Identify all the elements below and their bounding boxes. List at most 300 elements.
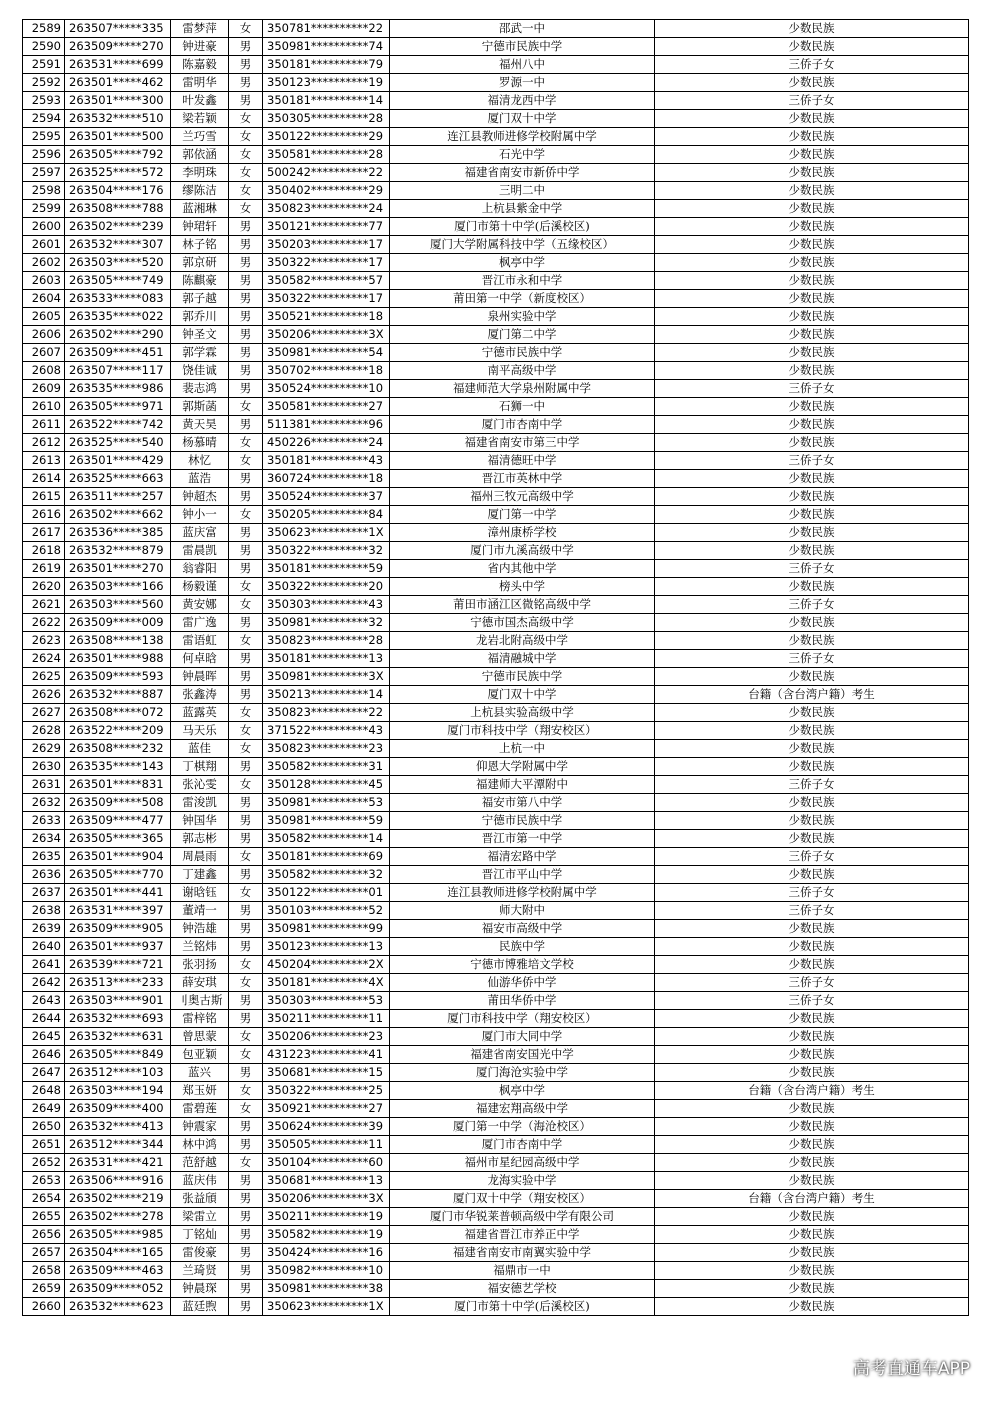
name-cell: 梁若颖 bbox=[171, 110, 229, 128]
exam-number-cell: 263522*****209 bbox=[65, 722, 171, 740]
table-row bbox=[23, 740, 969, 758]
gender-cell: 女 bbox=[229, 434, 263, 452]
table-row bbox=[23, 1136, 969, 1154]
id-number-cell: 350181**********14 bbox=[263, 92, 390, 110]
row-number-cell: 2621 bbox=[23, 596, 65, 614]
row-number-cell: 2631 bbox=[23, 776, 65, 794]
category-cell: 少数民族 bbox=[655, 182, 969, 200]
exam-number-cell: 263532*****693 bbox=[65, 1010, 171, 1028]
school-cell: 厦门第二中学 bbox=[390, 326, 655, 344]
school-cell: 福州三牧元高级中学 bbox=[390, 488, 655, 506]
school-cell: 晋江市第一中学 bbox=[390, 830, 655, 848]
gender-cell: 女 bbox=[229, 956, 263, 974]
row-number-cell: 2589 bbox=[23, 20, 65, 38]
gender-cell: 男 bbox=[229, 416, 263, 434]
category-cell: 少数民族 bbox=[655, 290, 969, 308]
name-cell: 雷俊豪 bbox=[171, 1244, 229, 1262]
school-cell: 上杭县紫金中学 bbox=[390, 200, 655, 218]
row-number-cell: 2628 bbox=[23, 722, 65, 740]
table-row bbox=[23, 254, 969, 272]
row-number-cell: 2640 bbox=[23, 938, 65, 956]
category-cell: 少数民族 bbox=[655, 1100, 969, 1118]
exam-number-cell: 263505*****792 bbox=[65, 146, 171, 164]
gender-cell: 女 bbox=[229, 182, 263, 200]
category-cell: 台籍（含台湾户籍）考生 bbox=[655, 686, 969, 704]
id-number-cell: 350322**********17 bbox=[263, 290, 390, 308]
name-cell: 包亚颖 bbox=[171, 1046, 229, 1064]
category-cell: 少数民族 bbox=[655, 614, 969, 632]
gender-cell: 女 bbox=[229, 110, 263, 128]
id-number-cell: 350121**********77 bbox=[263, 218, 390, 236]
row-number-cell: 2638 bbox=[23, 902, 65, 920]
id-number-cell: 350823**********22 bbox=[263, 704, 390, 722]
exam-number-cell: 263505*****971 bbox=[65, 398, 171, 416]
id-number-cell: 350581**********28 bbox=[263, 146, 390, 164]
row-number-cell: 2617 bbox=[23, 524, 65, 542]
id-number-cell: 350624**********39 bbox=[263, 1118, 390, 1136]
exam-number-cell: 263532*****887 bbox=[65, 686, 171, 704]
table-row bbox=[23, 758, 969, 776]
exam-number-cell: 263532*****623 bbox=[65, 1298, 171, 1316]
row-number-cell: 2642 bbox=[23, 974, 65, 992]
school-cell: 福建省晋江市养正中学 bbox=[390, 1226, 655, 1244]
category-cell: 少数民族 bbox=[655, 74, 969, 92]
category-cell: 少数民族 bbox=[655, 1118, 969, 1136]
roster-sheet bbox=[22, 19, 968, 1316]
exam-number-cell: 263503*****901 bbox=[65, 992, 171, 1010]
category-cell: 少数民族 bbox=[655, 956, 969, 974]
row-number-cell: 2620 bbox=[23, 578, 65, 596]
exam-number-cell: 263539*****721 bbox=[65, 956, 171, 974]
row-number-cell: 2622 bbox=[23, 614, 65, 632]
gender-cell: 男 bbox=[229, 542, 263, 560]
exam-number-cell: 263509*****270 bbox=[65, 38, 171, 56]
school-cell: 厦门大学附属科技中学（五缘校区） bbox=[390, 236, 655, 254]
row-number-cell: 2593 bbox=[23, 92, 65, 110]
exam-number-cell: 263502*****278 bbox=[65, 1208, 171, 1226]
gender-cell: 男 bbox=[229, 1262, 263, 1280]
gender-cell: 男 bbox=[229, 92, 263, 110]
table-row bbox=[23, 290, 969, 308]
row-number-cell: 2648 bbox=[23, 1082, 65, 1100]
gender-cell: 男 bbox=[229, 614, 263, 632]
exam-number-cell: 263509*****052 bbox=[65, 1280, 171, 1298]
id-number-cell: 350322**********25 bbox=[263, 1082, 390, 1100]
category-cell: 少数民族 bbox=[655, 524, 969, 542]
school-cell: 福安德艺学校 bbox=[390, 1280, 655, 1298]
gender-cell: 女 bbox=[229, 1028, 263, 1046]
category-cell: 三侨子女 bbox=[655, 650, 969, 668]
name-cell: 丁棋翔 bbox=[171, 758, 229, 776]
exam-number-cell: 263512*****103 bbox=[65, 1064, 171, 1082]
row-number-cell: 2598 bbox=[23, 182, 65, 200]
exam-number-cell: 263532*****307 bbox=[65, 236, 171, 254]
id-number-cell: 350211**********19 bbox=[263, 1208, 390, 1226]
gender-cell: 男 bbox=[229, 380, 263, 398]
exam-number-cell: 263509*****593 bbox=[65, 668, 171, 686]
exam-number-cell: 263508*****232 bbox=[65, 740, 171, 758]
exam-number-cell: 263511*****257 bbox=[65, 488, 171, 506]
id-number-cell: 350981**********54 bbox=[263, 344, 390, 362]
category-cell: 三侨子女 bbox=[655, 56, 969, 74]
table-row bbox=[23, 650, 969, 668]
gender-cell: 女 bbox=[229, 848, 263, 866]
gender-cell: 男 bbox=[229, 290, 263, 308]
school-cell: 福清龙西中学 bbox=[390, 92, 655, 110]
row-number-cell: 2627 bbox=[23, 704, 65, 722]
table-row bbox=[23, 974, 969, 992]
name-cell: 钟进豪 bbox=[171, 38, 229, 56]
school-cell: 厦门双十中学 bbox=[390, 110, 655, 128]
table-row bbox=[23, 668, 969, 686]
category-cell: 三侨子女 bbox=[655, 902, 969, 920]
table-row bbox=[23, 272, 969, 290]
school-cell: 晋江市平山中学 bbox=[390, 866, 655, 884]
school-cell: 师大附中 bbox=[390, 902, 655, 920]
school-cell: 宁德市民族中学 bbox=[390, 668, 655, 686]
exam-number-cell: 263501*****988 bbox=[65, 650, 171, 668]
row-number-cell: 2607 bbox=[23, 344, 65, 362]
row-number-cell: 2618 bbox=[23, 542, 65, 560]
category-cell: 少数民族 bbox=[655, 272, 969, 290]
gender-cell: 男 bbox=[229, 794, 263, 812]
category-cell: 少数民族 bbox=[655, 1064, 969, 1082]
school-cell: 石狮一中 bbox=[390, 398, 655, 416]
category-cell: 少数民族 bbox=[655, 308, 969, 326]
gender-cell: 女 bbox=[229, 776, 263, 794]
exam-number-cell: 263508*****138 bbox=[65, 632, 171, 650]
name-cell: 饶佳诚 bbox=[171, 362, 229, 380]
exam-number-cell: 263536*****385 bbox=[65, 524, 171, 542]
gender-cell: 男 bbox=[229, 686, 263, 704]
row-number-cell: 2613 bbox=[23, 452, 65, 470]
table-row bbox=[23, 1298, 969, 1316]
school-cell: 厦门市杏南中学 bbox=[390, 416, 655, 434]
school-cell: 宁德市民族中学 bbox=[390, 38, 655, 56]
name-cell: 钟晨晖 bbox=[171, 668, 229, 686]
id-number-cell: 350681**********15 bbox=[263, 1064, 390, 1082]
category-cell: 少数民族 bbox=[655, 506, 969, 524]
gender-cell: 女 bbox=[229, 452, 263, 470]
row-number-cell: 2590 bbox=[23, 38, 65, 56]
exam-number-cell: 263532*****510 bbox=[65, 110, 171, 128]
table-row bbox=[23, 1244, 969, 1262]
id-number-cell: 350582**********57 bbox=[263, 272, 390, 290]
row-number-cell: 2657 bbox=[23, 1244, 65, 1262]
name-cell: 张沁雯 bbox=[171, 776, 229, 794]
school-cell: 福建省南安市南翼实验中学 bbox=[390, 1244, 655, 1262]
id-number-cell: 350206**********23 bbox=[263, 1028, 390, 1046]
id-number-cell: 350181**********43 bbox=[263, 452, 390, 470]
exam-number-cell: 263525*****663 bbox=[65, 470, 171, 488]
row-number-cell: 2655 bbox=[23, 1208, 65, 1226]
row-number-cell: 2658 bbox=[23, 1262, 65, 1280]
school-cell: 上杭县实验高级中学 bbox=[390, 704, 655, 722]
category-cell: 少数民族 bbox=[655, 488, 969, 506]
table-row bbox=[23, 686, 969, 704]
table-row bbox=[23, 1028, 969, 1046]
row-number-cell: 2616 bbox=[23, 506, 65, 524]
table-row bbox=[23, 830, 969, 848]
row-number-cell: 2605 bbox=[23, 308, 65, 326]
school-cell: 连江县教师进修学校附属中学 bbox=[390, 884, 655, 902]
id-number-cell: 350521**********18 bbox=[263, 308, 390, 326]
name-cell: 蓝佳 bbox=[171, 740, 229, 758]
row-number-cell: 2626 bbox=[23, 686, 65, 704]
name-cell: 叶发鑫 bbox=[171, 92, 229, 110]
id-number-cell: 350981**********59 bbox=[263, 812, 390, 830]
table-row bbox=[23, 1280, 969, 1298]
exam-number-cell: 263509*****905 bbox=[65, 920, 171, 938]
category-cell: 少数民族 bbox=[655, 1172, 969, 1190]
exam-number-cell: 263505*****770 bbox=[65, 866, 171, 884]
category-cell: 少数民族 bbox=[655, 1136, 969, 1154]
table-row bbox=[23, 542, 969, 560]
name-cell: 黄安娜 bbox=[171, 596, 229, 614]
exam-number-cell: 263532*****413 bbox=[65, 1118, 171, 1136]
table-row bbox=[23, 1208, 969, 1226]
id-number-cell: 350322**********20 bbox=[263, 578, 390, 596]
exam-number-cell: 263508*****072 bbox=[65, 704, 171, 722]
row-number-cell: 2612 bbox=[23, 434, 65, 452]
row-number-cell: 2649 bbox=[23, 1100, 65, 1118]
table-row bbox=[23, 578, 969, 596]
row-number-cell: 2611 bbox=[23, 416, 65, 434]
table-row bbox=[23, 704, 969, 722]
category-cell: 少数民族 bbox=[655, 812, 969, 830]
row-number-cell: 2592 bbox=[23, 74, 65, 92]
name-cell: 雷广逸 bbox=[171, 614, 229, 632]
name-cell: 陈嘉毅 bbox=[171, 56, 229, 74]
school-cell: 厦门市科技中学（翔安校区） bbox=[390, 722, 655, 740]
name-cell: 张羽扬 bbox=[171, 956, 229, 974]
row-number-cell: 2654 bbox=[23, 1190, 65, 1208]
exam-number-cell: 263509*****451 bbox=[65, 344, 171, 362]
exam-number-cell: 263531*****397 bbox=[65, 902, 171, 920]
category-cell: 少数民族 bbox=[655, 794, 969, 812]
exam-number-cell: 263532*****879 bbox=[65, 542, 171, 560]
table-row bbox=[23, 470, 969, 488]
id-number-cell: 350981**********74 bbox=[263, 38, 390, 56]
category-cell: 少数民族 bbox=[655, 938, 969, 956]
category-cell: 三侨子女 bbox=[655, 596, 969, 614]
exam-number-cell: 263501*****441 bbox=[65, 884, 171, 902]
category-cell: 少数民族 bbox=[655, 722, 969, 740]
id-number-cell: 350982**********10 bbox=[263, 1262, 390, 1280]
table-row bbox=[23, 596, 969, 614]
row-number-cell: 2614 bbox=[23, 470, 65, 488]
id-number-cell: 350702**********18 bbox=[263, 362, 390, 380]
school-cell: 南平高级中学 bbox=[390, 362, 655, 380]
gender-cell: 男 bbox=[229, 866, 263, 884]
exam-number-cell: 263502*****239 bbox=[65, 218, 171, 236]
table-row bbox=[23, 38, 969, 56]
name-cell: 曾思蒙 bbox=[171, 1028, 229, 1046]
row-number-cell: 2606 bbox=[23, 326, 65, 344]
name-cell: 钟圣文 bbox=[171, 326, 229, 344]
gender-cell: 女 bbox=[229, 20, 263, 38]
table-row bbox=[23, 524, 969, 542]
id-number-cell: 350205**********84 bbox=[263, 506, 390, 524]
category-cell: 三侨子女 bbox=[655, 92, 969, 110]
school-cell: 龙海实验中学 bbox=[390, 1172, 655, 1190]
row-number-cell: 2603 bbox=[23, 272, 65, 290]
id-number-cell: 350122**********01 bbox=[263, 884, 390, 902]
name-cell: 周晨雨 bbox=[171, 848, 229, 866]
school-cell: 厦门双十中学（翔安校区） bbox=[390, 1190, 655, 1208]
table-row bbox=[23, 146, 969, 164]
table-row bbox=[23, 362, 969, 380]
row-number-cell: 2609 bbox=[23, 380, 65, 398]
exam-number-cell: 263501*****462 bbox=[65, 74, 171, 92]
id-number-cell: 350123**********19 bbox=[263, 74, 390, 92]
category-cell: 少数民族 bbox=[655, 38, 969, 56]
name-cell: 缪陈洁 bbox=[171, 182, 229, 200]
name-cell: 雷浚凯 bbox=[171, 794, 229, 812]
table-row bbox=[23, 164, 969, 182]
name-cell: 雷语虹 bbox=[171, 632, 229, 650]
gender-cell: 女 bbox=[229, 146, 263, 164]
name-cell: 兰铭炜 bbox=[171, 938, 229, 956]
gender-cell: 男 bbox=[229, 1118, 263, 1136]
school-cell: 漳州康桥学校 bbox=[390, 524, 655, 542]
name-cell: 陈麒豪 bbox=[171, 272, 229, 290]
row-number-cell: 2650 bbox=[23, 1118, 65, 1136]
id-number-cell: 350303**********53 bbox=[263, 992, 390, 1010]
school-cell: 莆田市涵江区微铭高级中学 bbox=[390, 596, 655, 614]
exam-number-cell: 263507*****117 bbox=[65, 362, 171, 380]
exam-number-cell: 263509*****508 bbox=[65, 794, 171, 812]
exam-number-cell: 263505*****749 bbox=[65, 272, 171, 290]
exam-number-cell: 263535*****022 bbox=[65, 308, 171, 326]
table-row bbox=[23, 632, 969, 650]
row-number-cell: 2630 bbox=[23, 758, 65, 776]
gender-cell: 女 bbox=[229, 578, 263, 596]
category-cell: 台籍（含台湾户籍）考生 bbox=[655, 1082, 969, 1100]
row-number-cell: 2635 bbox=[23, 848, 65, 866]
category-cell: 三侨子女 bbox=[655, 380, 969, 398]
table-row bbox=[23, 308, 969, 326]
school-cell: 福鼎市一中 bbox=[390, 1262, 655, 1280]
gender-cell: 男 bbox=[229, 938, 263, 956]
school-cell: 宁德市民族中学 bbox=[390, 812, 655, 830]
school-cell: 邵武一中 bbox=[390, 20, 655, 38]
candidate-table bbox=[22, 19, 969, 1316]
table-row bbox=[23, 794, 969, 812]
name-cell: 蓝露英 bbox=[171, 704, 229, 722]
table-row bbox=[23, 488, 969, 506]
exam-number-cell: 263501*****904 bbox=[65, 848, 171, 866]
gender-cell: 男 bbox=[229, 1244, 263, 1262]
exam-number-cell: 263509*****463 bbox=[65, 1262, 171, 1280]
name-cell: 兰琦贤 bbox=[171, 1262, 229, 1280]
name-cell: 钟小一 bbox=[171, 506, 229, 524]
exam-number-cell: 263503*****194 bbox=[65, 1082, 171, 1100]
table-row bbox=[23, 884, 969, 902]
exam-number-cell: 263503*****560 bbox=[65, 596, 171, 614]
category-cell: 少数民族 bbox=[655, 470, 969, 488]
id-number-cell: 360724**********18 bbox=[263, 470, 390, 488]
id-number-cell: 350424**********16 bbox=[263, 1244, 390, 1262]
table-row bbox=[23, 506, 969, 524]
row-number-cell: 2632 bbox=[23, 794, 65, 812]
exam-number-cell: 263505*****365 bbox=[65, 830, 171, 848]
id-number-cell: 500242**********22 bbox=[263, 164, 390, 182]
category-cell: 少数民族 bbox=[655, 20, 969, 38]
name-cell: 雷碧莲 bbox=[171, 1100, 229, 1118]
category-cell: 少数民族 bbox=[655, 326, 969, 344]
school-cell: 罗源一中 bbox=[390, 74, 655, 92]
id-number-cell: 431223**********41 bbox=[263, 1046, 390, 1064]
school-cell: 福建省南安国光中学 bbox=[390, 1046, 655, 1064]
school-cell: 福清德旺中学 bbox=[390, 452, 655, 470]
name-cell: 杨慕晴 bbox=[171, 434, 229, 452]
table-row bbox=[23, 866, 969, 884]
school-cell: 厦门海沧实验中学 bbox=[390, 1064, 655, 1082]
id-number-cell: 350623**********1X bbox=[263, 524, 390, 542]
table-row bbox=[23, 128, 969, 146]
table-row bbox=[23, 56, 969, 74]
name-cell: 董靖一 bbox=[171, 902, 229, 920]
table-row bbox=[23, 1082, 969, 1100]
name-cell: 钟晨琛 bbox=[171, 1280, 229, 1298]
gender-cell: 男 bbox=[229, 1226, 263, 1244]
category-cell: 少数民族 bbox=[655, 866, 969, 884]
row-number-cell: 2641 bbox=[23, 956, 65, 974]
id-number-cell: 371522**********43 bbox=[263, 722, 390, 740]
table-row bbox=[23, 848, 969, 866]
school-cell: 厦门双十中学 bbox=[390, 686, 655, 704]
id-number-cell: 350582**********31 bbox=[263, 758, 390, 776]
exam-number-cell: 263509*****400 bbox=[65, 1100, 171, 1118]
id-number-cell: 350181**********59 bbox=[263, 560, 390, 578]
school-cell: 福建宏翔高级中学 bbox=[390, 1100, 655, 1118]
gender-cell: 男 bbox=[229, 38, 263, 56]
gender-cell: 男 bbox=[229, 1172, 263, 1190]
gender-cell: 男 bbox=[229, 812, 263, 830]
row-number-cell: 2591 bbox=[23, 56, 65, 74]
gender-cell: 女 bbox=[229, 704, 263, 722]
table-row bbox=[23, 614, 969, 632]
gender-cell: 女 bbox=[229, 1100, 263, 1118]
category-cell: 少数民族 bbox=[655, 128, 969, 146]
exam-number-cell: 263525*****572 bbox=[65, 164, 171, 182]
gender-cell: 男 bbox=[229, 1208, 263, 1226]
table-row bbox=[23, 20, 969, 38]
gender-cell: 女 bbox=[229, 398, 263, 416]
id-number-cell: 350213**********14 bbox=[263, 686, 390, 704]
exam-number-cell: 263501*****429 bbox=[65, 452, 171, 470]
id-number-cell: 350781**********22 bbox=[263, 20, 390, 38]
exam-number-cell: 263512*****344 bbox=[65, 1136, 171, 1154]
gender-cell: 男 bbox=[229, 758, 263, 776]
category-cell: 少数民族 bbox=[655, 758, 969, 776]
table-row bbox=[23, 416, 969, 434]
row-number-cell: 2659 bbox=[23, 1280, 65, 1298]
name-cell: 蓝兴 bbox=[171, 1064, 229, 1082]
gender-cell: 男 bbox=[229, 254, 263, 272]
school-cell: 福建省南安市第三中学 bbox=[390, 434, 655, 452]
school-cell: 宁德市民族中学 bbox=[390, 344, 655, 362]
school-cell: 福州八中 bbox=[390, 56, 655, 74]
name-cell: 郭乔川 bbox=[171, 308, 229, 326]
exam-number-cell: 263509*****477 bbox=[65, 812, 171, 830]
name-cell: 郭志彬 bbox=[171, 830, 229, 848]
id-number-cell: 350402**********29 bbox=[263, 182, 390, 200]
exam-number-cell: 263532*****631 bbox=[65, 1028, 171, 1046]
category-cell: 三侨子女 bbox=[655, 560, 969, 578]
gender-cell: 男 bbox=[229, 524, 263, 542]
